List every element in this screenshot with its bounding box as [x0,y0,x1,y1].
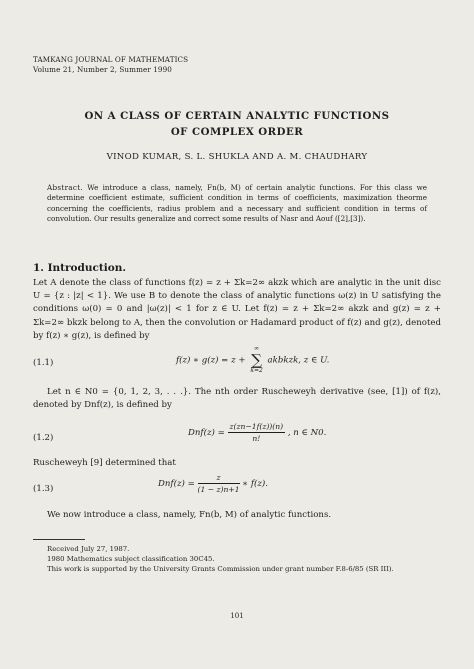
abstract-text: We introduce a class, namely, Fn(b, M) of certain analytic functions. For this class we determine coefficient estimate, sufficient condition in terms of coefficients, maximization theorme concerning the coefficients, radius problem and a necessary and sufficient condition in terms of convolution. Our results generalize and correct some results of Nasr and Aouf ([2],[3]). [47,183,427,224]
equation-1-3 [158,473,268,494]
sum-lower-limit: k=2 [250,367,263,374]
footnote-divider [33,539,85,540]
page-number: 101 [230,612,244,620]
abstract-label: Abstract. [47,183,83,192]
equation-1-3-lhs: Dnf(z) = [158,479,195,489]
paper-authors: VINOD KUMAR, S. L. SHUKLA AND A. M. CHAUDHARY [106,152,368,162]
fraction [228,422,286,443]
paper-title-line-1: ON A CLASS OF CERTAIN ANALYTIC FUNCTIONS [84,110,390,122]
sum-upper-limit: ∞ [254,345,260,352]
equation-1-2-lhs: Dnf(z) = [188,428,225,438]
journal-header [33,55,188,74]
journal-name: TAMKANG JOURNAL OF MATHEMATICS [33,55,189,64]
intro-paragraph-4: We now introduce a class, namely, Fn(b, M) of analytic functions. [47,510,332,520]
equation-number-1-3: (1.3) [33,484,54,494]
sigma-glyph: ∑ [251,351,262,369]
equation-1-1-rhs: akbkzk, z ∈ U. [267,355,330,366]
paper-title-line-2: OF COMPLEX ORDER [170,126,304,138]
equation-1-1-lhs: f(z) ∗ g(z) = z + [176,355,246,366]
footnote-support: This work is supported by the University Grants Commission under grant number F.8-6/85 (SR III). [47,565,394,573]
section-heading: 1. Introduction. [33,262,127,274]
journal-volume: Volume 21, Number 2, Summer 1990 [33,64,172,74]
equation-1-2 [188,422,326,443]
equation-1-3-rhs: ∗ f(z). [242,479,269,489]
sum-symbol [250,345,262,375]
fraction-numerator: z(zn−1f(z))(n) [229,422,284,431]
abstract [47,183,427,225]
fraction-denominator: n! [252,434,261,443]
equation-number-1-1: (1.1) [33,358,54,368]
equation-number-1-2: (1.2) [33,433,54,443]
intro-paragraph-2: Let n ∈ N0 = {0, 1, 2, 3, . . .}. The nth order Ruscheweyh derivative (see, [1]) of f(z), denoted by Dnf(z), is defined by [33,387,441,411]
fraction-denominator: (1 − z)n+1 [197,485,240,494]
equation-1-2-rhs: , n ∈ N0. [287,428,327,438]
footnote-received: Received July 27, 1987. [47,545,130,553]
intro-paragraph-3: Ruscheweyh [9] determined that [33,458,176,468]
equation-1-1 [176,345,329,375]
fraction-numerator: z [198,473,240,484]
fraction [198,473,240,494]
intro-paragraph-1: Let A denote the class of functions f(z) = z + Σk=2∞ akzk which are analytic in the unit disc U = {z : |z| < 1}. We use B to denote the class of analytic functions ω(z) in U satisfying the conditions ω(0) = 0 and |ω(z)| < 1 for z ∈ U. Let f(z) = z + Σk=2∞ akzk and g(z) = z + Σk=2∞ bkzk belong to A, then the convolution or Hadamard product of f(z) and g(z), denoted by f(z) ∗ g(z), is defined by [33,278,441,341]
footnote-msc: 1980 Mathematics subject classification 30C45. [47,555,215,563]
